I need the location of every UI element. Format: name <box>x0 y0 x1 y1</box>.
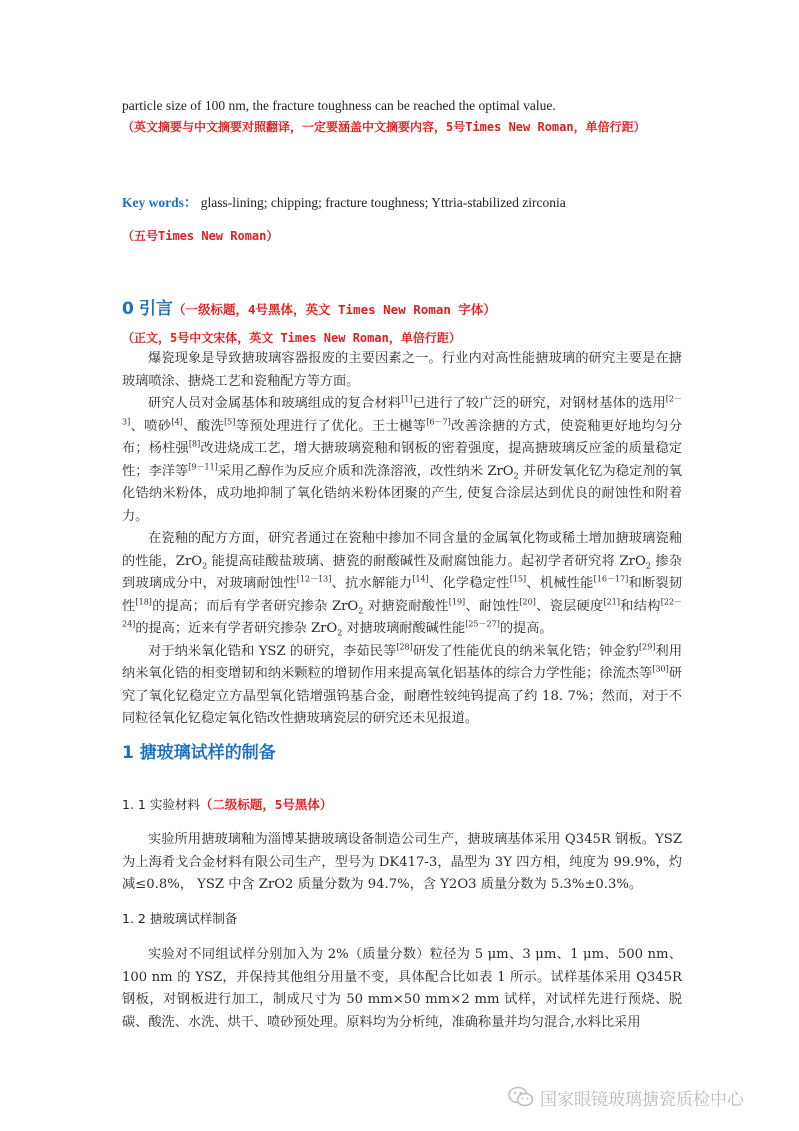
keywords-line <box>122 192 682 214</box>
section-0-heading <box>122 294 682 319</box>
keywords-text: glass-lining; chipping; fracture toughness; Yttria-stabilized zirconia <box>200 195 566 210</box>
section-title: 引言 <box>138 299 173 319</box>
subsection-1-1-heading <box>122 794 682 813</box>
watermark-text: 国家眼镜玻璃搪瓷质检中心 <box>540 1089 744 1110</box>
keywords-format-note: （五号Times New Roman） <box>122 229 279 243</box>
subsection-format-note: （二级标题，5号黑体） <box>199 797 333 812</box>
wechat-icon <box>508 1086 534 1108</box>
paragraph: 爆瓷现象是导致搪玻璃容器报废的主要因素之一。行业内对高性能搪玻璃的研究主要是在搪玻璃喷涂、搪烧工艺和瓷釉配方等方面。 <box>122 351 682 389</box>
section-1-heading: 1 搪玻璃试样的制备 <box>122 743 276 763</box>
section-0-body <box>122 348 682 731</box>
heading-format-note: （一级标题，4号黑体，英文 Times New Roman 字体） <box>172 302 496 317</box>
keywords-label: Key words： <box>122 195 198 210</box>
abstract-last-line: particle size of 100 nm, the fracture toughness can be reached the optimal value. <box>122 98 556 113</box>
paragraph: 在瓷釉的配方方面，研究者通过在瓷釉中掺加不同含量的金属氧化物或稀土增加搪玻璃瓷釉的性能，ZrO$_2$ 能提高硅酸盐玻璃、搪瓷的耐酸碱性及耐腐蚀能力。起初学者研究将 ZrO$_2$ 掺杂到玻璃成分中，对玻璃耐蚀性[12－13]、抗水解能力[14]、化学稳定性[15]、机械性能[16－17]和断裂韧性[18]的提高；而后有学者研究掺杂 ZrO$_2$ 对搪瓷耐酸性[19]、耐蚀性[20]、瓷层硬度[21]和结构[22－24]的提高；近来有学者研究掺杂 ZrO$_2$ 对搪玻璃耐酸碱性能[25－27]的提高。 <box>122 531 683 638</box>
abstract-format-note: （英文摘要与中文摘要对照翻译，一定要涵盖中文摘要内容，5号Times New Roman，单倍行距） <box>122 120 646 134</box>
subsection-1-1-body <box>122 829 682 897</box>
paragraph: 实验所用搪玻璃釉为淄博某搪玻璃设备制造公司生产，搪玻璃基体采用 Q345R 钢板。YSZ 为上海肴戈合金材料有限公司生产，型号为 DK417-3，晶型为 3Y 四方相，纯度为 99.9%，灼减≤0.8%， YSZ 中含 ZrO2 质量分数为 94.7%，含 Y2O3 质量分数为 5.3%±0.3%。 <box>122 832 682 892</box>
subsection-1-2-body <box>122 944 682 1034</box>
body-format-note: （正文，5号中文宋体，英文 Times New Roman，单倍行距） <box>122 331 461 345</box>
paragraph: 研究人员对金属基体和玻璃组成的复合材料[1]已进行了较广泛的研究，对钢材基体的选用[2－3]、喷砂[4]、酸洗[5]等预处理进行了优化。王士樾等[6－7]改善涂搪的方式，使瓷釉更好地均匀分布；杨柱强[8]改进烧成工艺，增大搪玻璃瓷釉和钢板的密着强度，提高搪玻璃反应釜的质量稳定性；李洋等[9－11]采用乙醇作为反应介质和洗涤溶液，改性纳米 ZrO$_2$ 并研发氧化钇为稳定剂的氧化锆纳米粉体，成功地抑制了氧化锆纳米粉体团聚的产生, 使复合涂层达到优良的耐蚀性和附着力。 <box>122 394 683 524</box>
subsection-title: 1. 1 实验材料 <box>122 797 200 812</box>
watermark <box>508 1082 778 1112</box>
paragraph: 实验对不同组试样分别加入为 2%（质量分数）粒径为 5 μm、3 μm、1 μm、500 nm、100 nm 的 YSZ，并保持其他组分用量不变，具体配合比如表 1 所示。试样基体采用 Q345R 钢板，对钢板进行加工，制成尺寸为 50 mm×50 mm×2 mm 试样，对试样先进行预烧、脱碳、酸洗、水洗、烘干、喷砂预处理。原料均为分析纯，准确称量并均匀混合,水料比采用 <box>122 947 682 1030</box>
paragraph: 对于纳米氧化锆和 YSZ 的研究，李茹民等[28]研发了性能优良的纳米氧化锆；钟金豹[29]利用纳米氧化锆的相变增韧和纳米颗粒的增韧作用来提高氧化铝基体的综合力学性能；徐流杰等[30]研究了氧化钇稳定立方晶型氧化锆增强钨基合金，耐磨性较纯钨提高了约 18. 7%；然而，对于不同粒径氧化钇稳定氧化锆改性搪玻璃瓷层的研究还未见报道。 <box>122 642 683 726</box>
subsection-1-2-heading: 1. 2 搪玻璃试样制备 <box>122 911 238 926</box>
section-number: 0 <box>122 299 134 319</box>
